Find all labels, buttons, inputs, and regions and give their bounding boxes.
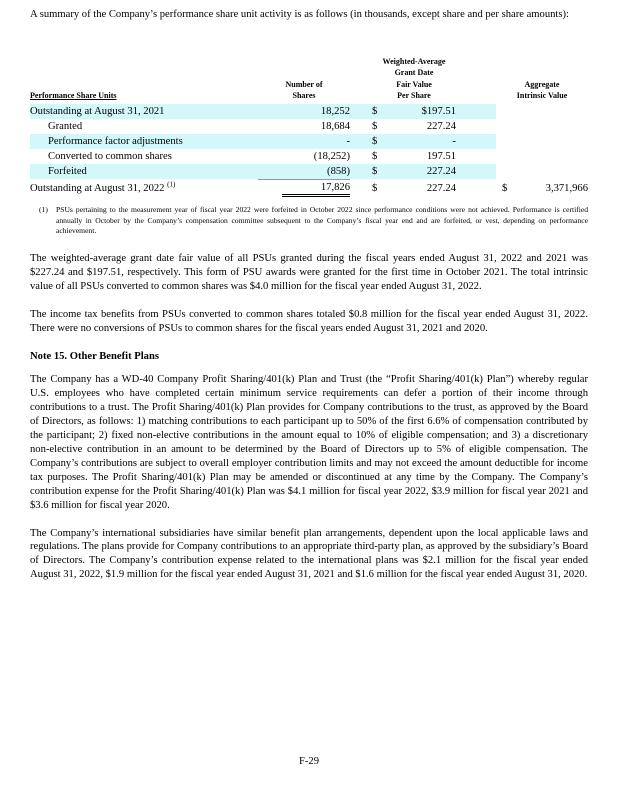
row-intrinsic-value: 3,371,966 (545, 182, 589, 194)
row-shares: 18,684 (320, 120, 350, 132)
row-currency: $ (372, 134, 390, 149)
paragraph: The income tax benefits from PSUs converted to common shares totaled $0.8 million for the fiscal year ended August 31, 2022. There were no conversions of PSUs to common shares for the fiscal years ended August 31, 2021 and 2020. (30, 308, 588, 334)
psu-activity-table (30, 56, 588, 198)
row-currency: $ (372, 182, 378, 194)
table-row (30, 149, 588, 164)
header-line: Grant Date (394, 68, 434, 78)
paragraph: The Company’s international subsidiaries have similar benefit plan arrangements, dependent upon the local applicable laws and regulations. The plans provide for Company contributions to an appropriate third-party plan, as approved by the subsidiary’s Board of Directors. The Company’s contribution expense related to the international plans was $2.1 million for the fiscal year ended August 31, 2022, $1.9 million for the fiscal year ended August 31, 2021 and $1.6 million for the fiscal year ended August 31, 2020. (30, 527, 588, 581)
header-line: Fair Value (396, 79, 432, 89)
row-price: 227.24 (426, 120, 457, 132)
row-shares: - (258, 134, 350, 149)
row-price: 197.51 (426, 150, 457, 162)
header-fair-value (372, 56, 456, 104)
note-heading: Note 15. Other Benefit Plans (30, 350, 159, 362)
header-line: Per Share (397, 91, 431, 101)
paragraph: The Company has a WD-40 Company Profit Sharing/401(k) Plan and Trust (the “Profit Sharing/401(k) Plan”) whereby regular U.S. employees who have completed certain minimum service requirements can defer a portion of their income through contributions to a trust. The Profit Sharing/401(k) Plan provides for Company contributions to the trust, as approved by the Board of Directors, as follows: 1) matching contributions to each participant up to 50% of the first 6.6% of compensation contributed by the participant; 2) fixed non-elective contributions in the amount equal to 10% of eligible compensation; and 3) a discretionary non-elective contribution in an amount to be determined by the Board of Directors up to 5% of eligible compensation. The Company’s contributions are subject to overall employer contribution limits and may not exceed the amount deductible for income tax purposes. The Profit Sharing/401(k) Plan may be amended or discontinued at any time by the Company. The Company’s contribution expense for the Profit Sharing/401(k) Plan was $4.1 million for fiscal year 2022, $3.9 million for fiscal year 2021 and $3.6 million for fiscal year 2020. (30, 374, 588, 511)
row-label: Outstanding at August 31, 2022 (30, 182, 165, 194)
row-shares: 17,826 (282, 181, 350, 197)
table-row (30, 134, 588, 149)
paragraph: The weighted-average grant date fair value of all PSUs granted during the fiscal years ended August 31, 2022 and 2021 was $227.24 and $197.51, respectively. This form of PSU awards were granted for the first time in October 2021. The total intrinsic value of all PSUs converted to common shares was $4.0 million for the fiscal year ended August 31, 2022. (30, 253, 588, 292)
row-shares: (858) (258, 164, 350, 180)
row-price: 227.24 (390, 164, 456, 180)
header-line: Weighted-Average (382, 56, 446, 66)
row-label: Performance factor adjustments (30, 134, 258, 149)
header-line: Aggregate (524, 79, 560, 89)
row-currency-2: $ (502, 182, 508, 194)
row-label: Forfeited (30, 164, 258, 180)
row-label: Outstanding at August 31, 2021 (30, 104, 258, 119)
footnote-ref: (1) (167, 180, 176, 189)
row-price: - (390, 134, 456, 149)
row-currency: $ (372, 120, 378, 132)
row-price: 227.24 (426, 182, 457, 194)
footnote-marker: (1) (39, 205, 48, 215)
header-shares (258, 56, 350, 104)
footnote (39, 205, 588, 236)
row-price: $197.51 (390, 104, 456, 119)
footnote-text: PSUs pertaining to the measurement year of fiscal year 2022 were forfeited in October 2022 since performance conditions were not achieved. Performance is certified annually in October by the Company’s compensation committee subsequent to the Company’s fiscal year end and are forfeited, or vest, depending on performance achievement. (56, 205, 588, 235)
row-currency: $ (372, 104, 390, 119)
header-line: Intrinsic Value (516, 91, 568, 101)
page-number: F-29 (298, 756, 319, 767)
row-shares: (18,252) (313, 150, 350, 162)
table-header-row (30, 56, 588, 104)
header-label: Performance Share Units (30, 91, 117, 101)
row-currency: $ (372, 150, 378, 162)
row-currency: $ (372, 164, 390, 180)
header-intrinsic (496, 56, 588, 104)
row-shares: 18,252 (258, 104, 350, 119)
intro-text: A summary of the Company’s performance share unit activity is as follows (in thousands, except share and per share amounts): (30, 9, 569, 20)
row-label: Granted (48, 120, 83, 132)
table-row (30, 179, 588, 197)
header-line: Number of (285, 79, 323, 89)
row-label: Converted to common shares (48, 150, 172, 162)
table-row (30, 164, 588, 180)
table-row (30, 119, 588, 134)
header-line: Shares (292, 91, 316, 101)
table-row (30, 104, 588, 119)
